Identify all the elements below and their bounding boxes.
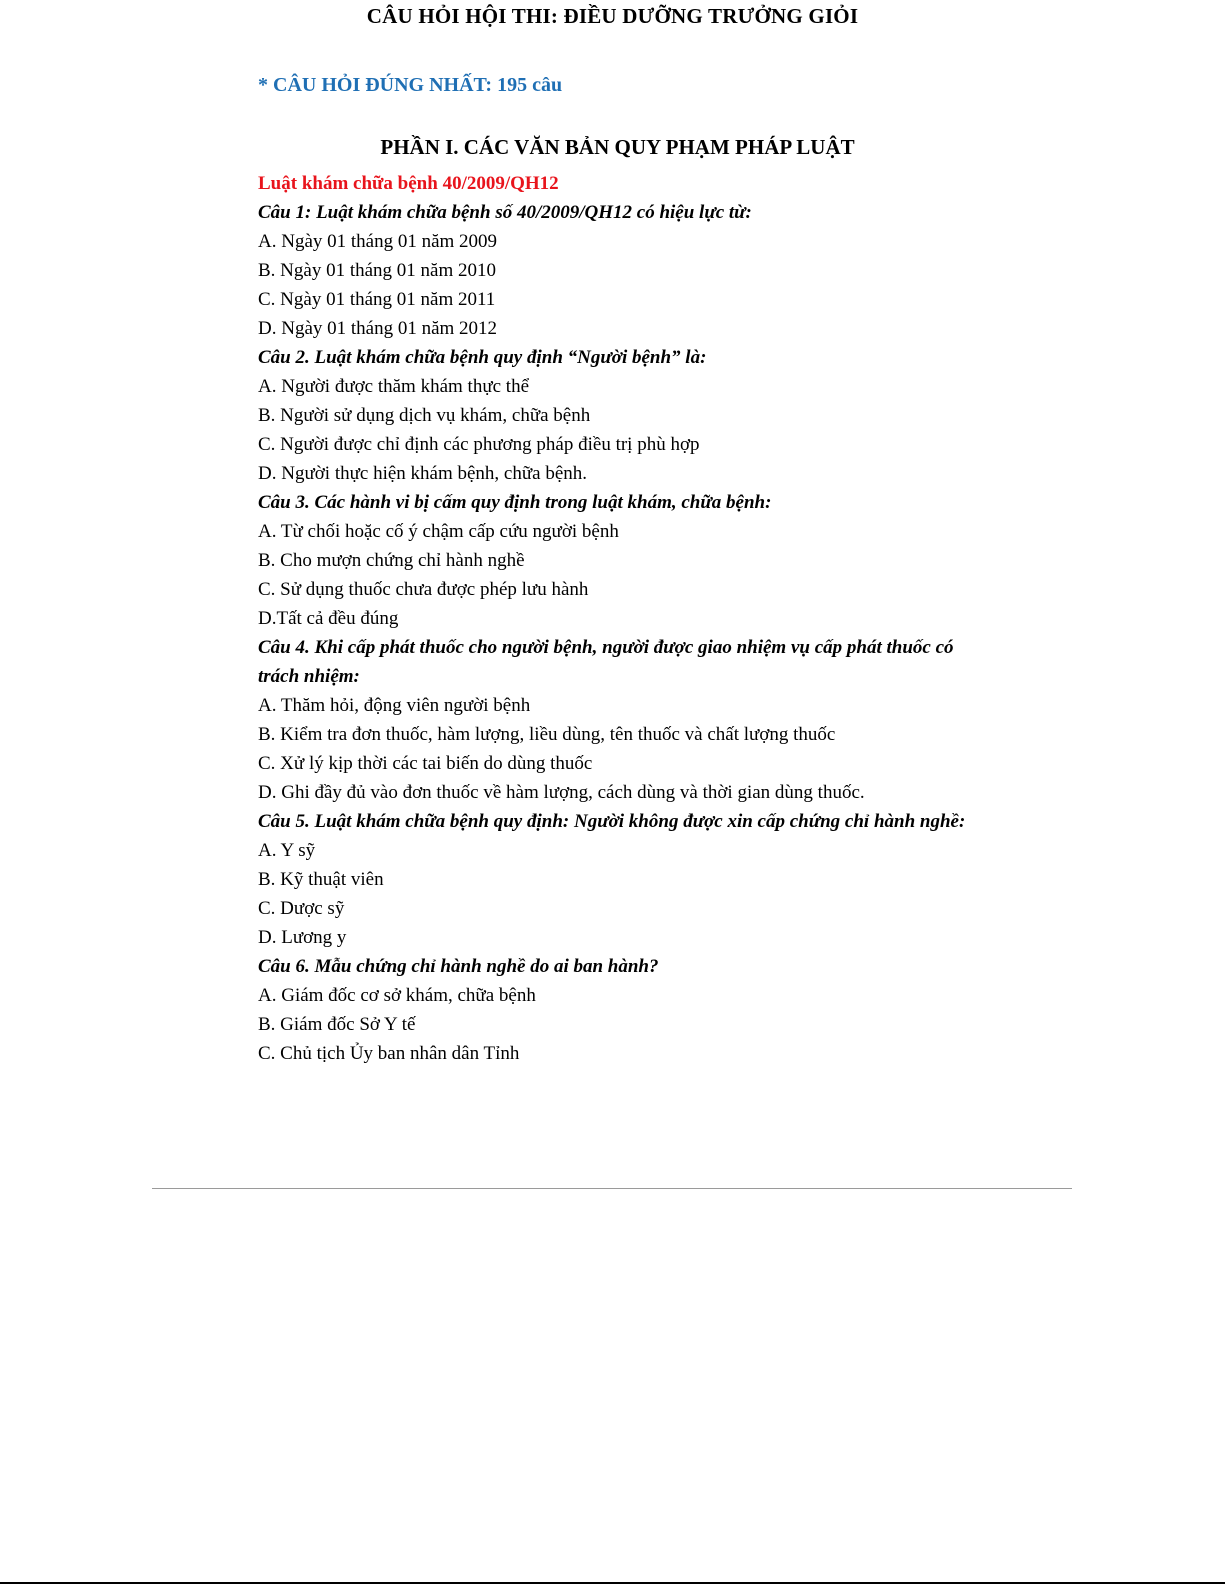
answer-1a: A. Ngày 01 tháng 01 năm 2009 (258, 231, 498, 252)
answer-2c: C. Người được chỉ định các phương pháp điều trị phù hợp (258, 434, 700, 455)
answer-4a: A. Thăm hỏi, động viên người bệnh (258, 695, 531, 716)
answer-4d: D. Ghi đầy đủ vào đơn thuốc về hàm lượng, cách dùng và thời gian dùng thuốc. (258, 782, 865, 803)
answer-4b: B. Kiểm tra đơn thuốc, hàm lượng, liều dùng, tên thuốc và chất lượng thuốc (258, 724, 836, 745)
answer-4c: C. Xử lý kịp thời các tai biến do dùng thuốc (258, 753, 593, 774)
question-1: Câu 1: Luật khám chữa bệnh số 40/2009/QH12 có hiệu lực từ: (258, 202, 752, 223)
answer-3a: A. Từ chối hoặc cố ý chậm cấp cứu người bệnh (258, 521, 619, 542)
answer-3b: B. Cho mượn chứng chỉ hành nghề (258, 550, 525, 571)
question-list (258, 169, 998, 1068)
page-footer-divider (152, 1188, 1072, 1189)
document-title: CÂU HỎI HỘI THI: ĐIỀU DƯỠNG TRƯỞNG GIỎI (366, 4, 859, 28)
answer-6a: A. Giám đốc cơ sở khám, chữa bệnh (258, 985, 536, 1006)
question-4: Câu 4. Khi cấp phát thuốc cho người bệnh, người được giao nhiệm vụ cấp phát thuốc có trách nhiệm: (258, 637, 954, 687)
law-heading: Luật khám chữa bệnh 40/2009/QH12 (258, 173, 559, 194)
answer-5a: A. Y sỹ (258, 840, 316, 861)
answer-5c: C. Dược sỹ (258, 898, 345, 919)
answer-2d: D. Người thực hiện khám bệnh, chữa bệnh. (258, 463, 588, 484)
question-count-heading: * CÂU HỎI ĐÚNG NHẤT: 195 câu (258, 74, 563, 96)
question-5: Câu 5. Luật khám chữa bệnh quy định: Người không được xin cấp chứng chỉ hành nghề: (258, 811, 966, 832)
question-6: Câu 6. Mẫu chứng chỉ hành nghề do ai ban hành? (258, 956, 659, 977)
answer-1d: D. Ngày 01 tháng 01 năm 2012 (258, 318, 498, 339)
answer-1c: C. Ngày 01 tháng 01 năm 2011 (258, 289, 496, 310)
question-2: Câu 2. Luật khám chữa bệnh quy định “Người bệnh” là: (258, 347, 707, 368)
question-3: Câu 3. Các hành vi bị cấm quy định trong luật khám, chữa bệnh: (258, 492, 772, 513)
answer-3c: C. Sử dụng thuốc chưa được phép lưu hành (258, 579, 589, 600)
answer-3d: D.Tất cả đều đúng (258, 608, 399, 629)
answer-5b: B. Kỹ thuật viên (258, 869, 384, 890)
answer-2a: A. Người được thăm khám thực thể (258, 376, 530, 397)
answer-1b: B. Ngày 01 tháng 01 năm 2010 (258, 260, 497, 281)
answer-2b: B. Người sử dụng dịch vụ khám, chữa bệnh (258, 405, 591, 426)
answer-5d: D. Lương y (258, 927, 347, 948)
page-bottom-border (0, 1582, 1225, 1584)
answer-6b: B. Giám đốc Sở Y tế (258, 1014, 416, 1035)
section-title: PHẦN I. CÁC VĂN BẢN QUY PHẠM PHÁP LUẬT (380, 135, 855, 159)
answer-6c: C. Chủ tịch Ủy ban nhân dân Tỉnh (258, 1043, 520, 1064)
